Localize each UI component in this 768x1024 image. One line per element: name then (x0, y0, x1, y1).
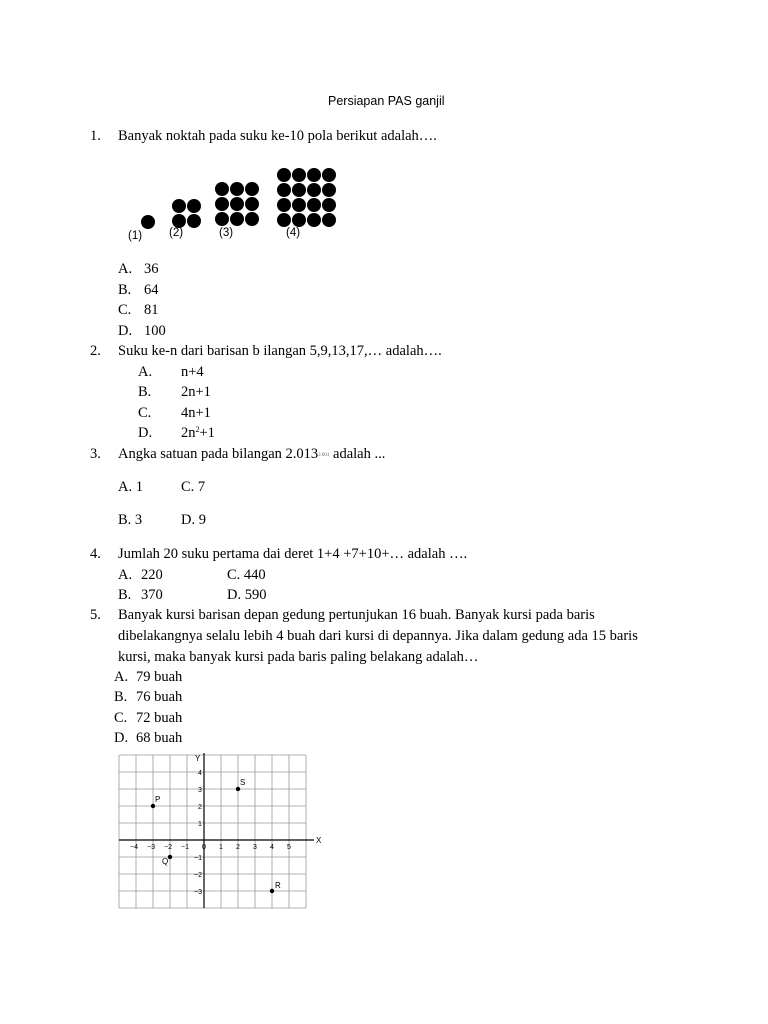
q4-option-b-text: 370 (141, 587, 163, 603)
question-1-text: Banyak noktah pada suku ke-10 pola berikut adalah…. (118, 128, 437, 144)
figure-label-4: (4) (286, 227, 301, 239)
y-tick-label: 3 (198, 787, 202, 794)
pattern-2-dots (172, 199, 201, 228)
q2-option-a-text: n+4 (181, 364, 204, 380)
question-5-line-1: Banyak kursi barisan depan gedung pertunjukan 16 buah. Banyak kursi pada baris (118, 607, 595, 623)
q3-text-after: adalah ... (329, 446, 386, 462)
q2-option-b-letter: B. (138, 384, 152, 400)
coordinate-graph (110, 748, 330, 913)
pattern-1-dot (141, 215, 155, 229)
x-axis-label: X (316, 836, 322, 845)
q1-option-b-text: 64 (144, 282, 159, 298)
q2-option-c-text: 4n+1 (181, 405, 211, 421)
question-1-number: 1. (90, 128, 101, 144)
point-label-s: S (240, 778, 246, 787)
x-tick-label: −1 (181, 844, 189, 851)
figure-label-2: (2) (169, 227, 184, 239)
point-r (270, 889, 274, 893)
question-5-line-2: dibelakangnya selalu lebih 4 buah dari kursi di depannya. Jika dalam gedung ada 15 baris (118, 628, 638, 644)
page-title: Persiapan PAS ganjil (328, 94, 445, 108)
y-tick-label: −3 (194, 889, 202, 896)
question-3-number: 3. (90, 446, 101, 462)
y-tick-label: 2 (198, 804, 202, 811)
y-tick-label: 4 (198, 770, 202, 777)
q3-option-a: A. 1 (118, 479, 143, 495)
q5-option-d-text: 68 buah (136, 730, 183, 746)
q5-option-d-letter: D. (114, 730, 129, 746)
q4-option-a-text: 220 (141, 567, 163, 583)
x-tick-label: −4 (130, 844, 138, 851)
point-label-q: Q (162, 857, 169, 866)
q1-option-c-text: 81 (144, 302, 159, 318)
axis-labels (195, 754, 322, 845)
x-tick-label: 0 (202, 844, 206, 851)
q1-option-a-text: 36 (144, 261, 159, 277)
q2-option-b-text: 2n+1 (181, 384, 211, 400)
point-p (151, 804, 155, 808)
x-tick-label: −2 (164, 844, 172, 851)
question-4-number: 4. (90, 546, 101, 562)
x-tick-label: 2 (236, 844, 240, 851)
q5-option-c-letter: C. (114, 710, 128, 726)
q2-option-d-letter: D. (138, 425, 153, 441)
q3-option-c: C. 7 (181, 479, 206, 495)
point-s (236, 787, 240, 791)
q1-option-b-letter: B. (118, 282, 132, 298)
q2-option-d-base: 2n (181, 425, 196, 441)
q5-option-c-text: 72 buah (136, 710, 183, 726)
question-2-number: 2. (90, 343, 101, 359)
x-tick-label: 5 (287, 844, 291, 851)
pattern-3-dots (215, 182, 259, 226)
point-q (168, 855, 172, 859)
q5-option-a-text: 79 buah (136, 669, 183, 685)
point-label-r: R (275, 881, 281, 890)
q2-option-c-letter: C. (138, 405, 152, 421)
q2-option-d-exponent: 2 (195, 425, 200, 434)
q4-option-c: C. 440 (227, 567, 266, 583)
q3-exponent: 2.001 (318, 453, 330, 458)
q5-option-b-letter: B. (114, 689, 128, 705)
question-4-text: Jumlah 20 suku pertama dai deret 1+4 +7+10+… adalah …. (118, 546, 468, 562)
y-tick-label: −2 (194, 872, 202, 879)
q3-option-b: B. 3 (118, 512, 143, 528)
q1-option-c-letter: C. (118, 302, 132, 318)
q1-option-a-letter: A. (118, 261, 133, 277)
x-tick-label: 4 (270, 844, 274, 851)
x-tick-label: 1 (219, 844, 223, 851)
question-3-text (118, 444, 385, 464)
axes (119, 753, 314, 908)
figure-label-1: (1) (128, 230, 143, 242)
q2-option-d-tail: +1 (199, 425, 215, 441)
pattern-4-dots (277, 168, 336, 227)
figure-label-3: (3) (219, 227, 234, 239)
q3-option-d: D. 9 (181, 512, 206, 528)
dot-pattern-figure (118, 160, 358, 250)
x-tick-label: 3 (253, 844, 257, 851)
point-label-p: P (155, 795, 161, 804)
question-2-text: Suku ke-n dari barisan b ilangan 5,9,13,17,… adalah…. (118, 343, 442, 359)
q5-option-b-text: 76 buah (136, 689, 183, 705)
y-axis-label: Y (195, 754, 201, 763)
question-5-line-3: kursi, maka banyak kursi pada baris paling belakang adalah… (118, 649, 479, 665)
x-tick-label: −3 (147, 844, 155, 851)
q4-option-a-letter: A. (118, 567, 133, 583)
question-5-number: 5. (90, 607, 101, 623)
q3-text-before: Angka satuan pada bilangan 2.013 (118, 446, 319, 462)
q1-option-d-text: 100 (144, 323, 166, 339)
q4-option-d: D. 590 (227, 587, 267, 603)
q2-option-a-letter: A. (138, 364, 153, 380)
q1-option-d-letter: D. (118, 323, 133, 339)
y-tick-label: 1 (198, 821, 202, 828)
q4-option-b-letter: B. (118, 587, 132, 603)
y-tick-label: −1 (194, 855, 202, 862)
q5-option-a-letter: A. (114, 669, 129, 685)
q2-option-d-text (181, 423, 215, 443)
